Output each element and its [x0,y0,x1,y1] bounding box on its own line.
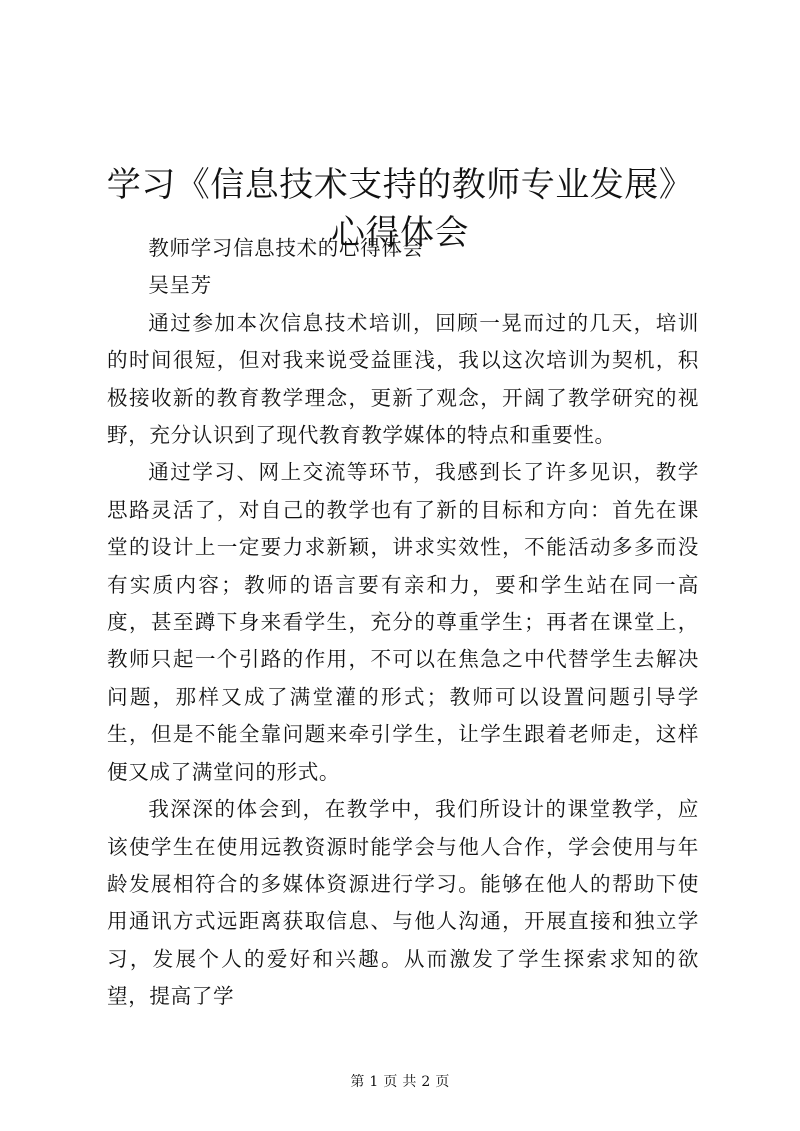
page-footer: 第 1 页 共 2 页 [350,1074,450,1090]
author-line: 吴呈芳 [148,273,212,298]
document-title: 学习《信息技术支持的教师专业发展》心得体会 [106,164,694,253]
paragraph-2: 通过学习、网上交流等环节，我感到长了许多见识，教学思路灵活了，对自己的教学也有了新的目标和方向：首先在课堂的设计上一定要力求新颖，讲求实效性，不能活动多多而没有实质内容；教师的语言要有亲和力，要和学生站在同一高度，甚至蹲下身来看学生，充分的尊重学生；再者在课堂上，教师只起一个引路的作用，不可以在焦急之中代替学生去解决问题，那样又成了满堂灌的形式；教师可以设置问题引导学生，但是不能全靠问题来牵引学生，让学生跟着老师走，这样便又成了满堂问的形式。 [107,460,699,784]
paragraph-1: 通过参加本次信息技术培训，回顾一晃而过的几天，培训的时间很短，但对我来说受益匪浅，我以这次培训为契机，积极接收新的教育教学理念，更新了观念，开阔了教学研究的视野，充分认识到了现代教育教学媒体的特点和重要性。 [107,310,699,448]
paragraph-3: 我深深的体会到，在教学中，我们所设计的课堂教学，应该使学生在使用远教资源时能学会与他人合作，学会使用与年龄发展相符合的多媒体资源进行学习。能够在他人的帮助下使用通讯方式远距离获取信息、与他人沟通，开展直接和独立学习，发展个人的爱好和兴趣。从而激发了学生探索求知的欲望，提高了学 [107,797,699,1009]
subtitle-line: 教师学习信息技术的心得体会 [148,236,424,260]
document-body [107,230,699,1016]
